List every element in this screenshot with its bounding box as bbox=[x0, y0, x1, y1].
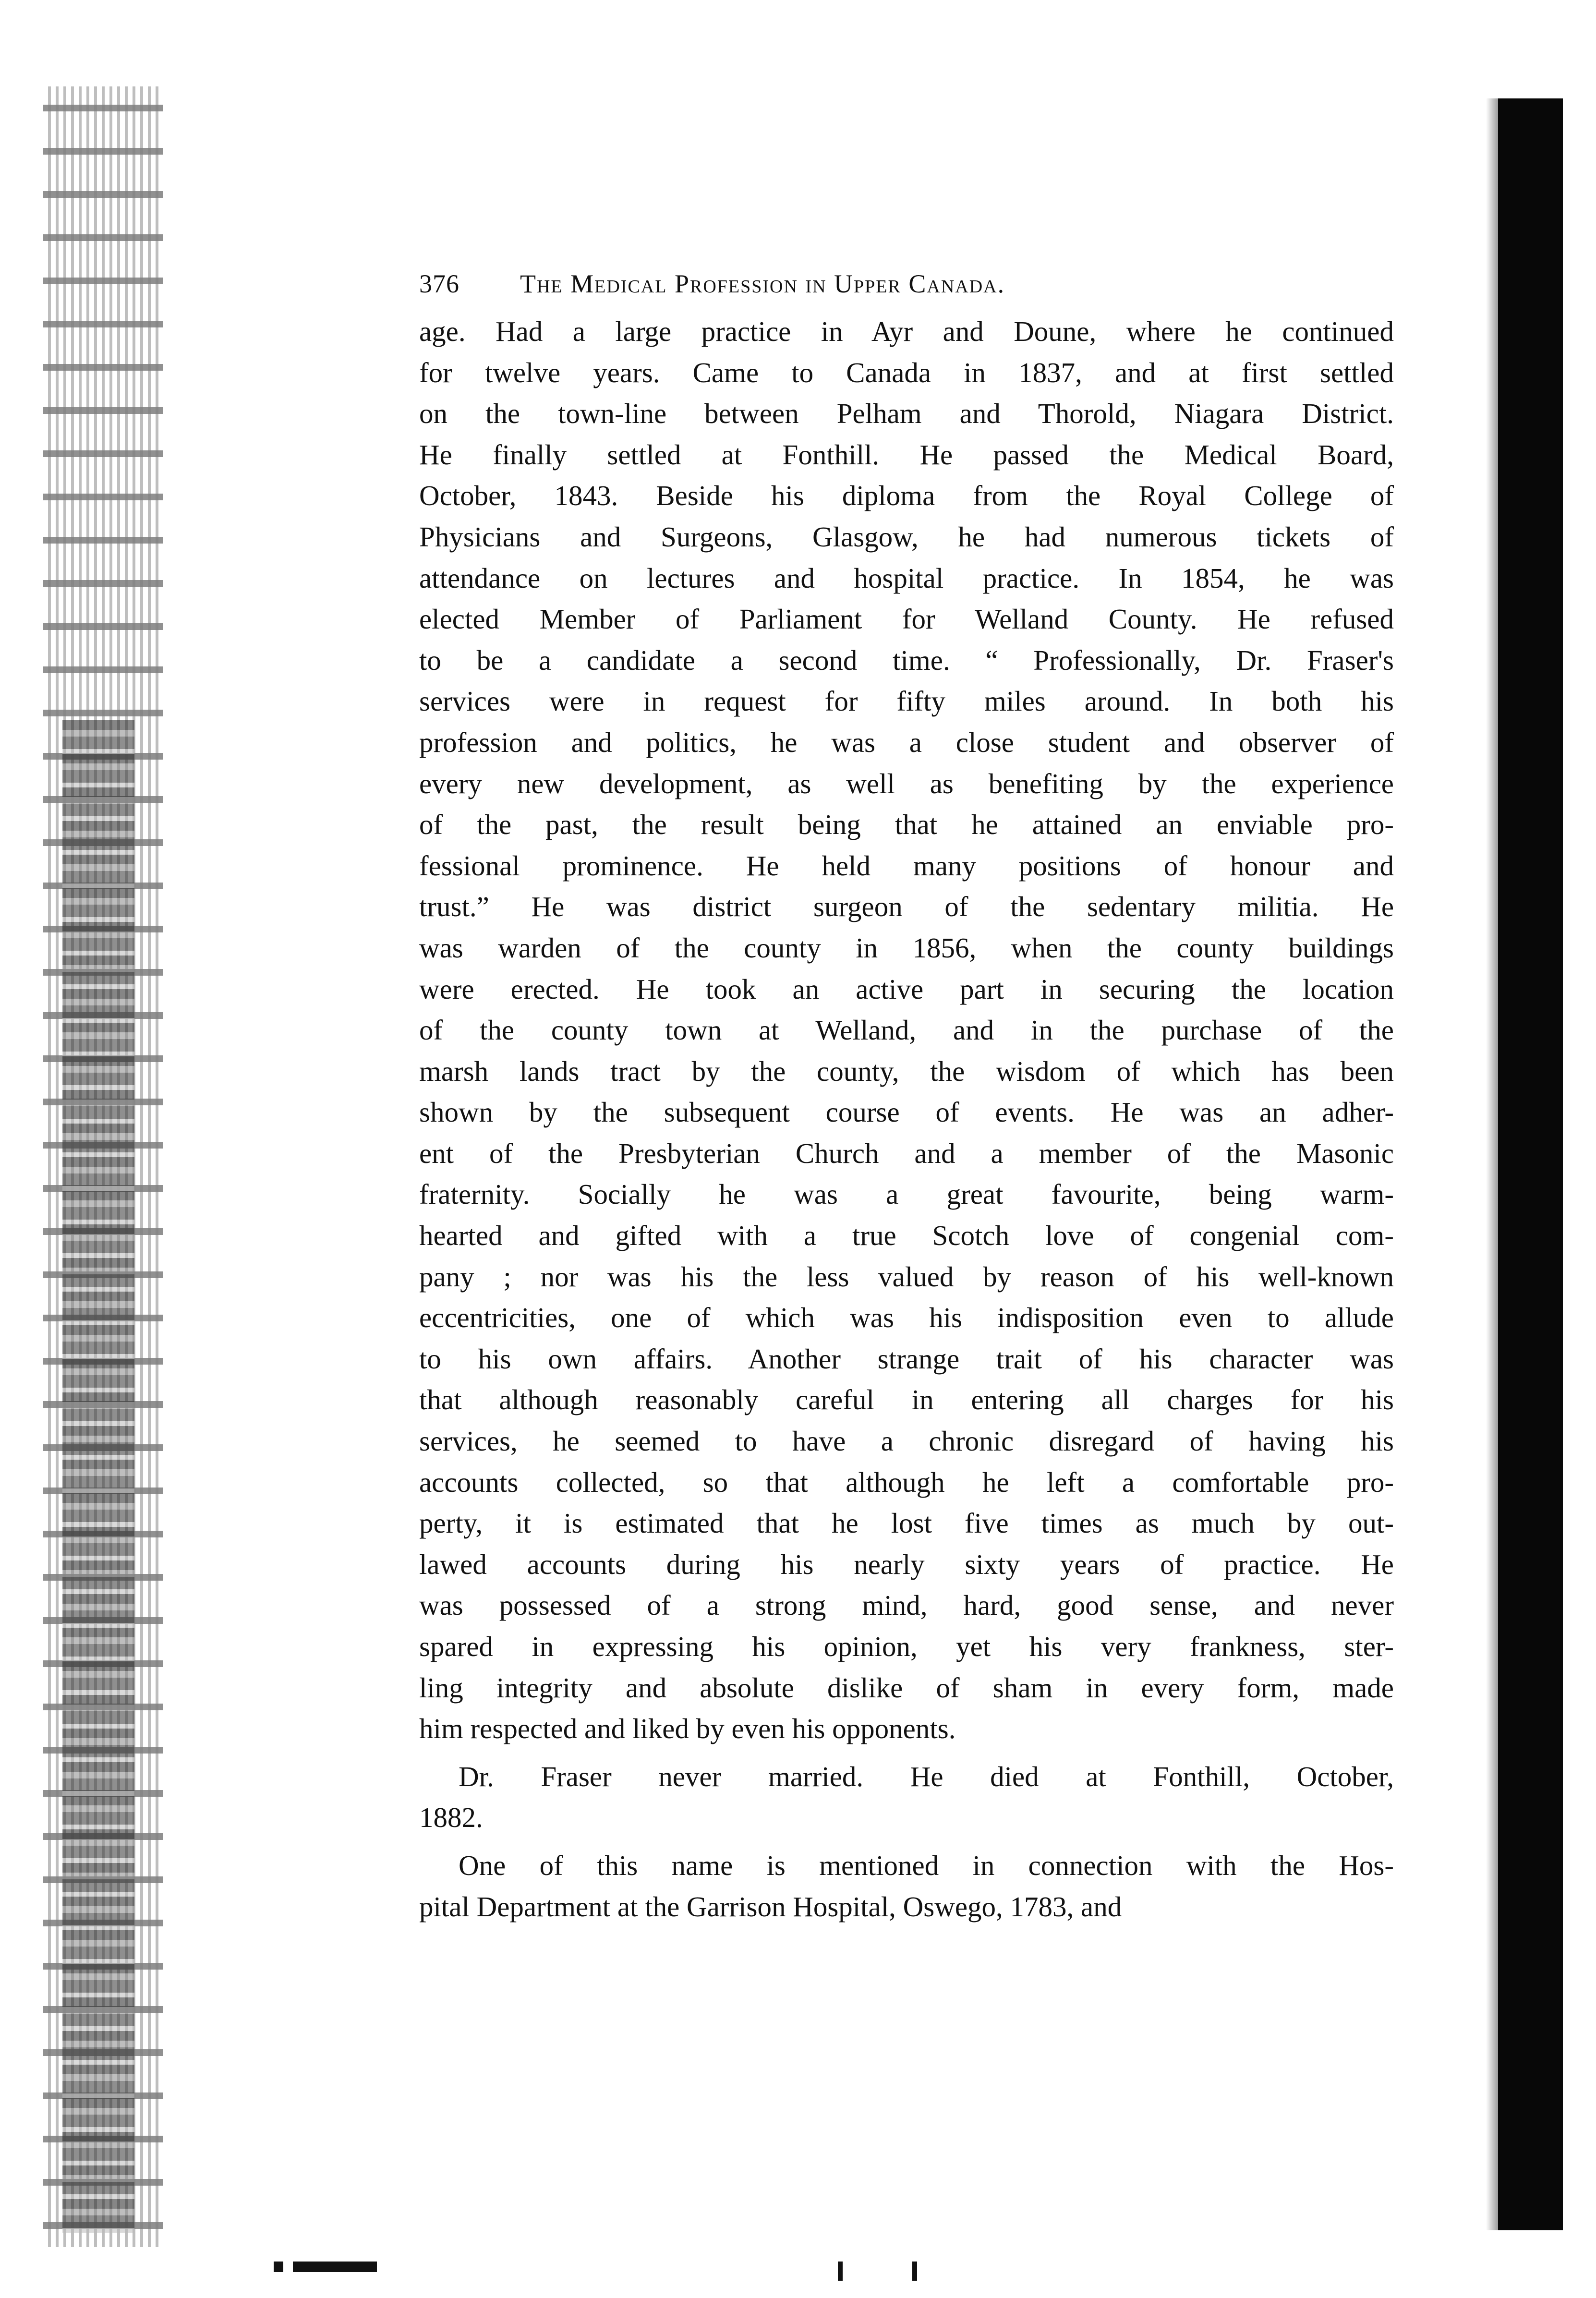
text-line: Physicians and Surgeons, Glasgow, he had numerous tickets of bbox=[419, 520, 1394, 553]
paragraph-gap bbox=[419, 1750, 1394, 1756]
text-line: was warden of the county in 1856, when the county buildings bbox=[419, 931, 1394, 964]
running-head bbox=[419, 269, 1394, 299]
text-line: were erected. He took an active part in securing the location bbox=[419, 973, 1394, 1005]
text-line: Dr. Fraser never married. He died at Fonthill, October, bbox=[459, 1760, 1394, 1792]
text-line: spared in expressing his opinion, yet his very frankness, ster- bbox=[419, 1631, 1394, 1662]
text-line: him respected and liked by even his opponents. bbox=[419, 1713, 956, 1745]
paragraph bbox=[419, 1845, 1394, 1927]
text-line: ling integrity and absolute dislike of sham in every form, made bbox=[419, 1671, 1394, 1704]
text-line: accounts collected, so that although he left a comfortable pro- bbox=[419, 1466, 1394, 1498]
scan-mark bbox=[838, 2262, 843, 2281]
text-line: age. Had a large practice in Ayr and Doune, where he continued bbox=[419, 315, 1394, 347]
paragraph bbox=[419, 311, 1394, 1750]
text-line: He finally settled at Fonthill. He passed the Medical Board, bbox=[419, 438, 1394, 471]
running-title: The Medical Profession in Upper Canada. bbox=[520, 269, 1005, 298]
scan-mark bbox=[912, 2262, 917, 2281]
text-line: pital Department at the Garrison Hospital, Oswego, 1783, and bbox=[419, 1890, 1122, 1923]
text-line: profession and politics, he was a close student and observer of bbox=[419, 726, 1394, 758]
text-line: to be a candidate a second time. “ Professionally, Dr. Fraser's bbox=[419, 644, 1394, 676]
book-page bbox=[419, 269, 1394, 1927]
text-line: lawed accounts during his nearly sixty years of practice. He bbox=[419, 1548, 1394, 1580]
page-number: 376 bbox=[419, 269, 459, 298]
text-line: services, he seemed to have a chronic disregard of having his bbox=[419, 1425, 1394, 1457]
text-line: every new development, as well as benefiting by the experience bbox=[419, 767, 1394, 799]
scan-mark bbox=[293, 2262, 377, 2272]
text-line: perty, it is estimated that he lost five times as much by out- bbox=[419, 1507, 1394, 1539]
text-line: 1882. bbox=[419, 1802, 483, 1834]
text-line: attendance on lectures and hospital practice. In 1854, he was bbox=[419, 562, 1394, 594]
text-line: hearted and gifted with a true Scotch love of congenial com- bbox=[419, 1220, 1394, 1252]
paragraph-gap bbox=[419, 1838, 1394, 1845]
text-line: shown by the subsequent course of events. He was an adher- bbox=[419, 1096, 1394, 1128]
text-line: was possessed of a strong mind, hard, good sense, and never bbox=[419, 1589, 1394, 1621]
body-text bbox=[419, 311, 1394, 1927]
text-line: of the county town at Welland, and in the purchase of the bbox=[419, 1014, 1394, 1046]
text-line: elected Member of Parliament for Welland County. He refused bbox=[419, 603, 1394, 635]
text-line: marsh lands tract by the county, the wisdom of which has been bbox=[419, 1055, 1394, 1087]
text-line: to his own affairs. Another strange trait of his character was bbox=[419, 1343, 1394, 1375]
text-line: ent of the Presbyterian Church and a member of the Masonic bbox=[419, 1137, 1394, 1169]
scan-binding-edge-left bbox=[62, 720, 134, 2233]
text-line: services were in request for fifty miles around. In both his bbox=[419, 685, 1394, 717]
scan-mark bbox=[274, 2262, 283, 2272]
text-line: for twelve years. Came to Canada in 1837, and at first settled bbox=[419, 356, 1394, 388]
text-line: fessional prominence. He held many positions of honour and bbox=[419, 849, 1394, 882]
text-line: eccentricities, one of which was his indisposition even to allude bbox=[419, 1302, 1394, 1334]
text-line: October, 1843. Beside his diploma from the Royal College of bbox=[419, 480, 1394, 512]
text-line: of the past, the result being that he attained an enviable pro- bbox=[419, 809, 1394, 841]
text-line: on the town-line between Pelham and Thorold, Niagara District. bbox=[419, 398, 1394, 430]
text-line: pany ; nor was his the less valued by reason of his well-known bbox=[419, 1260, 1394, 1293]
text-line: that although reasonably careful in entering all charges for his bbox=[419, 1384, 1394, 1416]
text-line: trust.” He was district surgeon of the sedentary militia. He bbox=[419, 891, 1394, 923]
text-line: One of this name is mentioned in connection with the Hos- bbox=[459, 1849, 1394, 1881]
paragraph bbox=[419, 1756, 1394, 1838]
text-line: fraternity. Socially he was a great favourite, being warm- bbox=[419, 1178, 1394, 1210]
scan-spine-right bbox=[1498, 98, 1563, 2230]
